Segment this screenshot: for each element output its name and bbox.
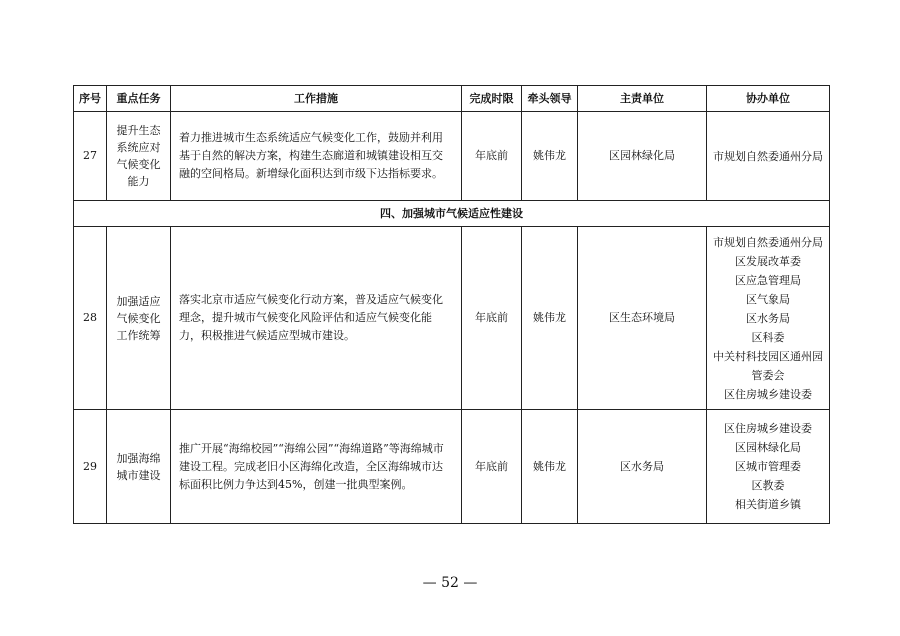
lead-unit-cell: 区园林绿化局	[578, 112, 707, 201]
page-number: — 52 —	[422, 575, 478, 591]
task-line: 城市建设	[116, 468, 161, 482]
row-number: 27	[74, 112, 107, 201]
assist-unit: 相关街道乡镇	[735, 498, 801, 511]
table-row	[74, 410, 830, 524]
assist-unit: 区应急管理局	[735, 273, 801, 287]
leader-cell: 姚伟龙	[522, 227, 578, 410]
task-table-container	[73, 85, 829, 524]
assist-unit: 区气象局	[746, 292, 790, 306]
assist-unit-cell	[707, 112, 830, 201]
assist-unit: 区科委	[751, 330, 785, 344]
header-deadline: 完成时限	[462, 86, 522, 112]
header-seq: 序号	[74, 86, 107, 112]
table-row	[74, 227, 830, 410]
header-assist-unit: 协办单位	[707, 86, 830, 112]
row-number: 29	[74, 410, 107, 524]
task-cell	[107, 112, 171, 201]
header-row	[74, 86, 830, 112]
task-cell	[107, 410, 171, 524]
task-cell	[107, 227, 171, 410]
measure-cell: 着力推进城市生态系统适应气候变化工作，鼓励并利用基于自然的解决方案，构建生态廊道和城镇建设相互交融的空间格局。新增绿化面积达到市级下达指标要求。	[171, 112, 462, 201]
section-row	[74, 201, 830, 227]
assist-unit: 区园林绿化局	[735, 441, 801, 454]
lead-unit-cell: 区水务局	[578, 410, 707, 524]
assist-unit-cell	[707, 227, 830, 410]
assist-unit: 管委会	[751, 368, 785, 382]
measure-cell: 落实北京市适应气候变化行动方案，普及适应气候变化理念，提升城市气候变化风险评估和适应气候变化能力，积极推进气候适应型城市建设。	[171, 227, 462, 410]
assist-unit: 区水务局	[746, 311, 790, 325]
task-line: 工作统筹	[116, 328, 161, 342]
header-measure: 工作措施	[171, 86, 462, 112]
task-line: 气候变化	[116, 311, 161, 325]
row-number: 28	[74, 227, 107, 410]
leader-cell: 姚伟龙	[522, 112, 578, 201]
task-line: 加强海绵	[116, 451, 161, 465]
header-lead-unit: 主责单位	[578, 86, 707, 112]
assist-unit: 市规划自然委通州分局	[713, 235, 823, 249]
section-title: 四、加强城市气候适应性建设	[74, 201, 830, 227]
deadline-cell: 年底前	[462, 227, 522, 410]
deadline-cell: 年底前	[462, 410, 522, 524]
assist-unit: 区住房城乡建设委	[724, 387, 812, 401]
assist-unit: 市规划自然委通州分局	[713, 149, 823, 163]
assist-unit: 区城市管理委	[735, 460, 801, 473]
measure-cell: 推广开展“海绵校园”“海绵公园”“海绵道路”等海绵城市建设工程。完成老旧小区海绵化改造，全区海绵城市达标面积比例力争达到45%，创建一批典型案例。	[171, 410, 462, 524]
deadline-cell: 年底前	[462, 112, 522, 201]
task-line: 加强适应	[116, 294, 161, 308]
header-task: 重点任务	[107, 86, 171, 112]
assist-unit: 区发展改革委	[735, 254, 801, 268]
assist-unit: 中关村科技园区通州园	[713, 349, 823, 363]
task-line: 系统应对	[116, 141, 161, 154]
table-row	[74, 112, 830, 201]
assist-unit: 区住房城乡建设委	[724, 422, 812, 435]
assist-unit: 区教委	[751, 479, 785, 492]
leader-cell: 姚伟龙	[522, 410, 578, 524]
task-line: 能力	[127, 175, 150, 188]
assist-unit-cell	[707, 410, 830, 524]
task-line: 提升生态	[116, 124, 161, 137]
header-leader: 牵头领导	[522, 86, 578, 112]
task-table	[73, 85, 830, 524]
task-line: 气候变化	[116, 158, 161, 171]
lead-unit-cell: 区生态环境局	[578, 227, 707, 410]
